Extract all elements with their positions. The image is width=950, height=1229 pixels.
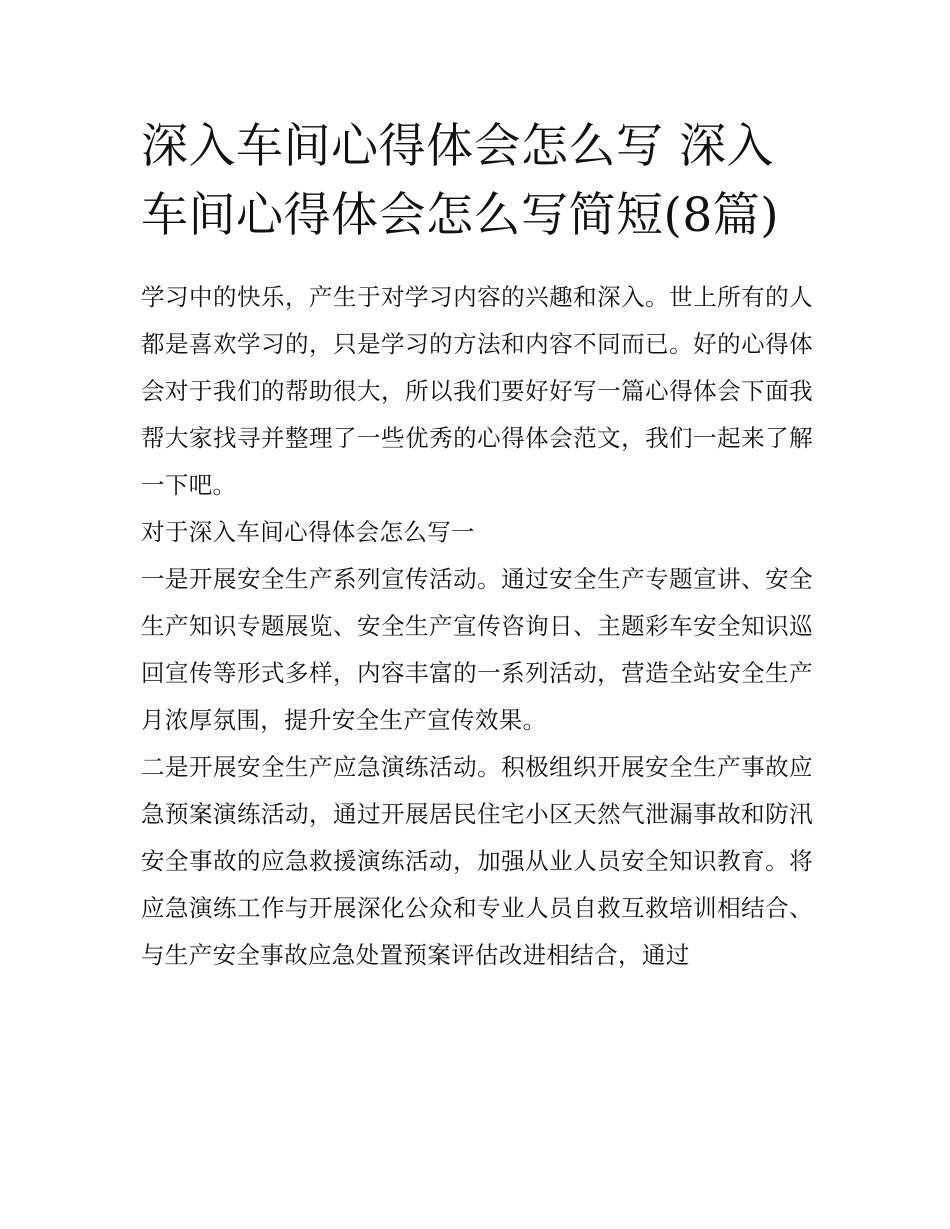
document-body [141, 274, 813, 979]
section-heading: 对于深入车间心得体会怎么写一 [141, 518, 475, 546]
body-paragraph-1: 一是开展安全生产系列宣传活动。通过安全生产专题宣讲、安全生产知识专题展览、安全生产宣传咨询日、主题彩车安全知识巡回宣传等形式多样，内容丰富的一系列活动，营造全站安全生产月浓厚氛围，提升安全生产宣传效果。 [141, 565, 813, 734]
intro-paragraph: 学习中的快乐，产生于对学习内容的兴趣和深入。世上所有的人都是喜欢学习的，只是学习的方法和内容不同而已。好的心得体会对于我们的帮助很大，所以我们要好好写一篇心得体会下面我帮大家找寻并整理了一些优秀的心得体会范文，我们一起来了解一下吧。 [141, 283, 813, 499]
body-paragraph-2: 二是开展安全生产应急演练活动。积极组织开展安全生产事故应急预案演练活动，通过开展居民住宅小区天然气泄漏事故和防汛安全事故的应急救援演练活动，加强从业人员安全知识教育。将应急演练工作与开展深化公众和专业人员自救互救培训相结合、与生产安全事故应急处置预案评估改进相结合，通过 [141, 753, 813, 969]
document-page [141, 112, 813, 979]
document-title: 深入车间心得体会怎么写 深入车间心得体会怎么写简短(8篇) [141, 119, 780, 243]
